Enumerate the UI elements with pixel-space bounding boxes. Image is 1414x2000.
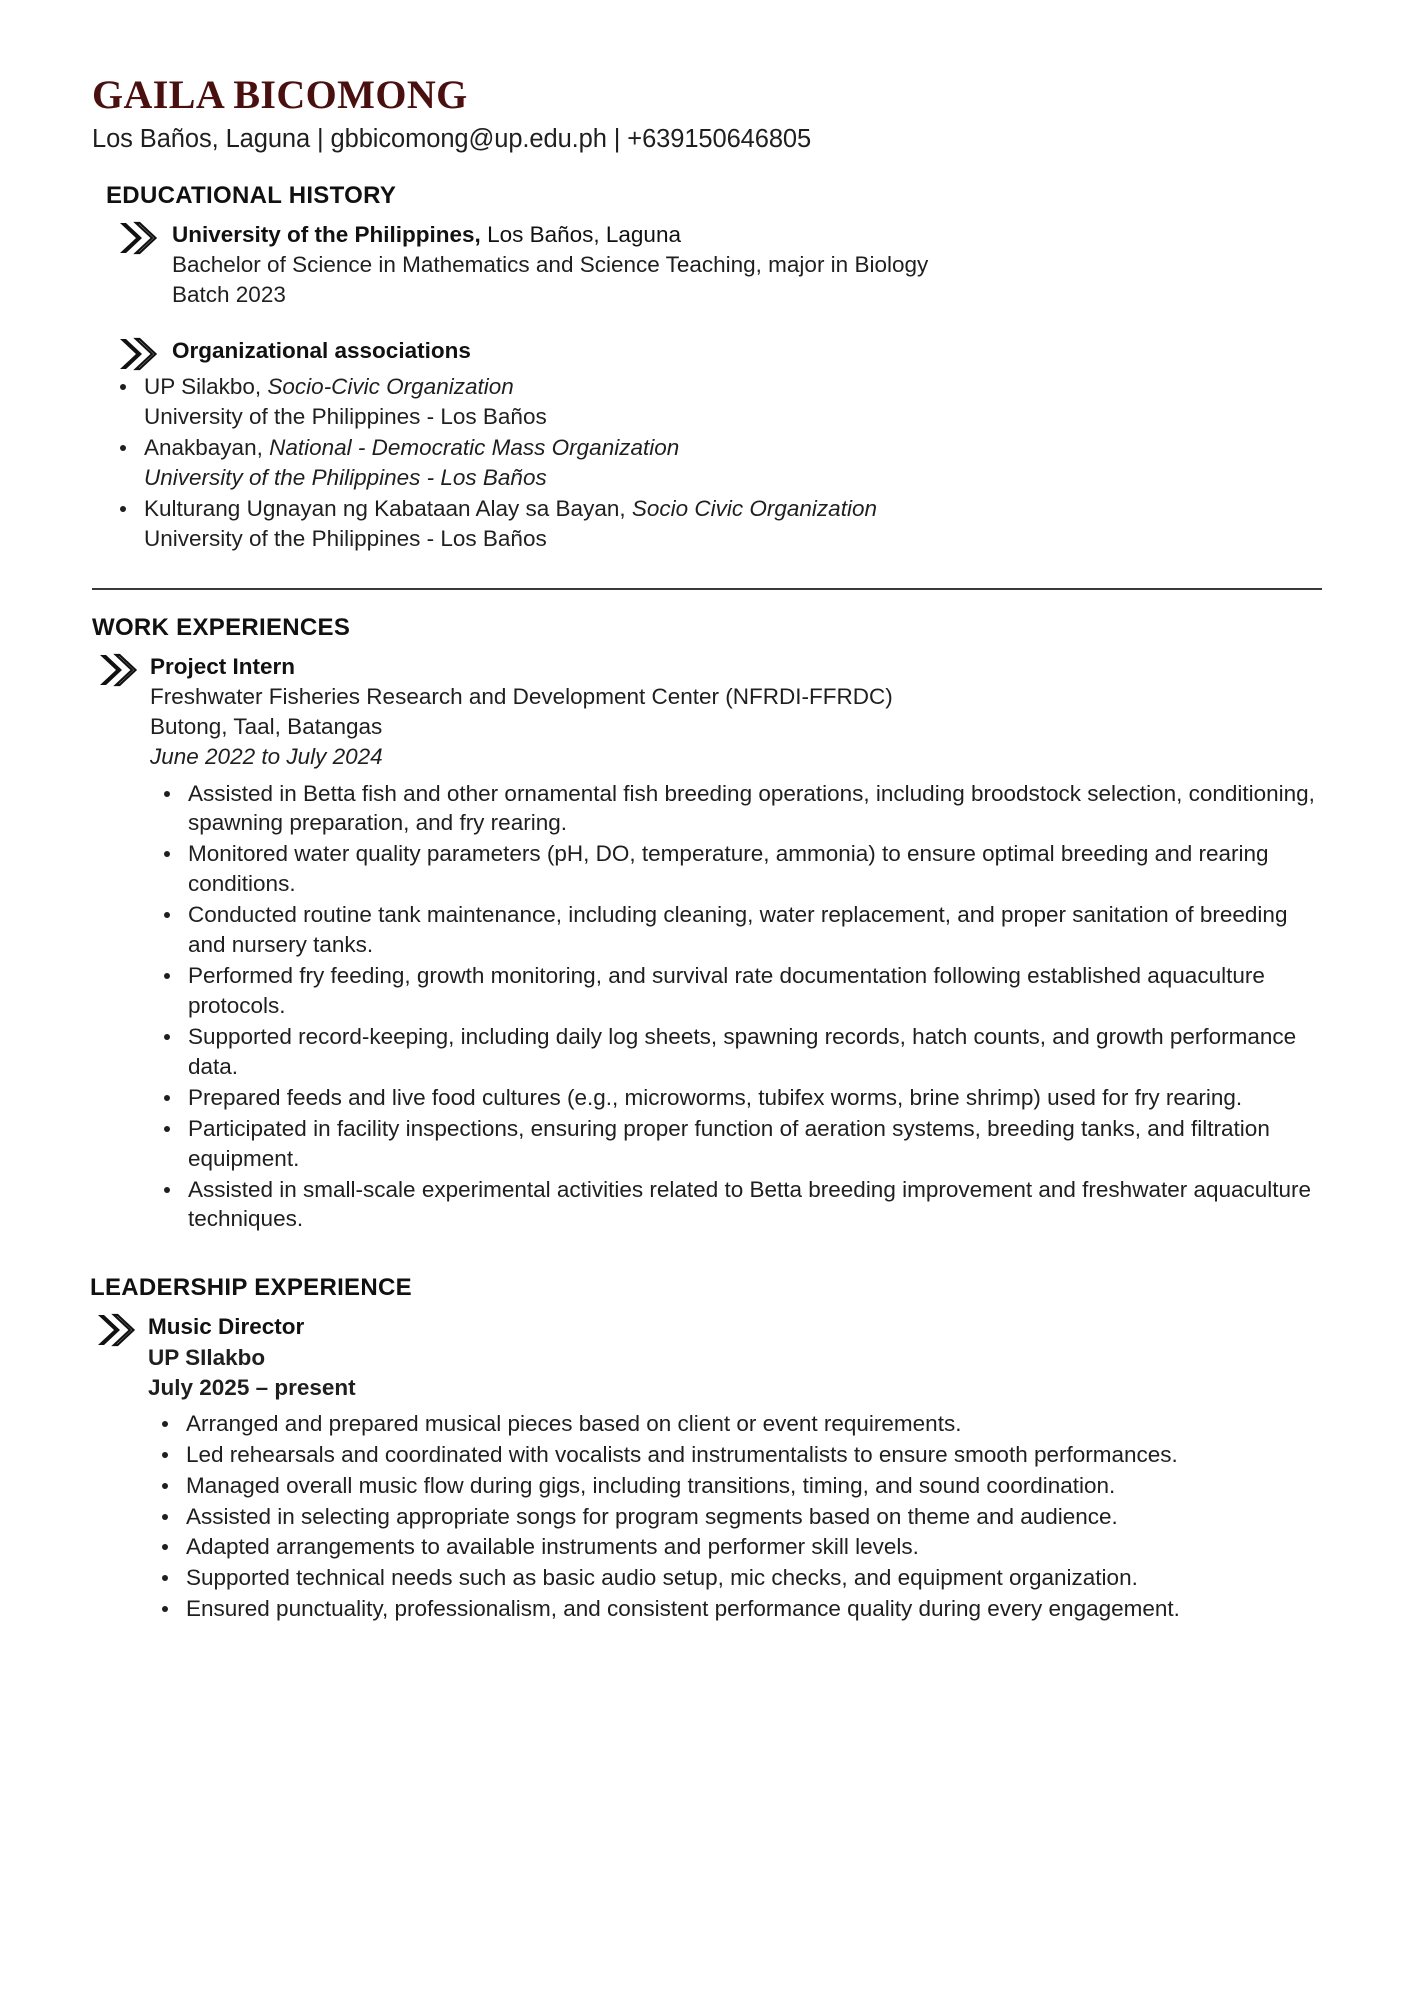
leadership-entry-music-director [92,1312,1322,1624]
leadership-role: Music Director [148,1314,305,1340]
org-associations-title: Organizational associations [172,338,471,364]
list-item: Arranged and prepared musical pieces based on client or event requirements. [148,1409,1322,1439]
work-role: Project Intern [150,653,296,679]
organization-list [106,372,1322,554]
education-entry-university [106,220,1322,310]
list-item: Supported technical needs such as basic audio setup, mic checks, and equipment organization. [148,1563,1322,1593]
leadership-bullet-list [148,1409,1322,1624]
org-type: Socio Civic Organization [631,496,877,522]
list-item: Monitored water quality parameters (pH, DO, temperature, ammonia) to ensure optimal breeding and rearing conditions. [150,839,1322,899]
double-chevron-icon [118,221,158,255]
list-item [106,433,1322,493]
education-entry-organizations [106,336,1322,366]
org-affiliation: University of the Philippines - Los Baños [144,526,547,552]
list-item: Conducted routine tank maintenance, including cleaning, water replacement, and proper sanitation of breeding and nursery tanks. [150,900,1322,960]
work-bullet-list [150,779,1322,1235]
org-name: Kulturang Ugnayan ng Kabataan Alay sa Bayan, [144,496,632,522]
education-degree: Bachelor of Science in Mathematics and Science Teaching, major in Biology [172,252,929,278]
education-section [92,182,1322,554]
section-heading-education: EDUCATIONAL HISTORY [106,181,397,209]
list-item [106,494,1322,554]
education-school [172,220,1322,250]
double-chevron-icon [98,653,138,687]
double-chevron-icon [118,337,158,371]
org-type: National - Democratic Mass Organization [269,435,680,461]
list-item: Ensured punctuality, professionalism, and consistent performance quality during every engagement. [148,1594,1322,1624]
org-affiliation: University of the Philippines - Los Baños [144,404,547,430]
work-entry-project-intern [92,652,1322,1234]
leadership-section [92,1274,1322,1624]
section-heading-work: WORK EXPERIENCES [92,613,351,641]
school-location: Los Baños, Laguna [480,221,681,247]
list-item: Assisted in small-scale experimental activities related to Betta breeding improvement and freshwater aquaculture techniques. [150,1175,1322,1235]
work-section [92,614,1322,1234]
work-dates: June 2022 to July 2024 [150,744,383,770]
school-name: University of the Philippines, [172,221,481,247]
org-type: Socio-Civic Organization [267,374,514,400]
list-item: Performed fry feeding, growth monitoring, and survival rate documentation following established aquaculture protocols. [150,961,1322,1021]
education-batch: Batch 2023 [172,282,286,308]
list-item: Led rehearsals and coordinated with vocalists and instrumentalists to ensure smooth performances. [148,1440,1322,1470]
leadership-dates: July 2025 – present [148,1374,356,1400]
list-item: Adapted arrangements to available instruments and performer skill levels. [148,1532,1322,1562]
list-item [106,372,1322,432]
list-item: Managed overall music flow during gigs, including transitions, timing, and sound coordination. [148,1471,1322,1501]
org-name: Anakbayan, [144,435,270,461]
list-item: Assisted in Betta fish and other ornamental fish breeding operations, including broodstock selection, conditioning, spawning preparation, and fry rearing. [150,779,1322,839]
contact-line: Los Baños, Laguna | gbbicomong@up.edu.ph | +639150646805 [92,125,812,153]
work-organization: Freshwater Fisheries Research and Development Center (NFRDI-FFRDC) [150,684,893,710]
work-location: Butong, Taal, Batangas [150,714,383,740]
list-item: Prepared feeds and live food cultures (e.g., microworms, tubifex worms, brine shrimp) used for fry rearing. [150,1083,1322,1113]
section-divider [92,588,1322,590]
list-item: Assisted in selecting appropriate songs for program segments based on theme and audience. [148,1502,1322,1532]
double-chevron-icon [96,1313,136,1347]
leadership-organization: UP SIlakbo [148,1344,266,1370]
org-affiliation: University of the Philippines - Los Baños [144,465,547,491]
org-name: UP Silakbo, [144,374,268,400]
list-item: Supported record-keeping, including daily log sheets, spawning records, hatch counts, and growth performance data. [150,1022,1322,1082]
list-item: Participated in facility inspections, ensuring proper function of aeration systems, breeding tanks, and filtration equipment. [150,1114,1322,1174]
resume-header [92,74,1322,156]
page-title: GAILA BICOMONG [92,72,468,117]
section-heading-leadership: LEADERSHIP EXPERIENCE [90,1274,412,1302]
